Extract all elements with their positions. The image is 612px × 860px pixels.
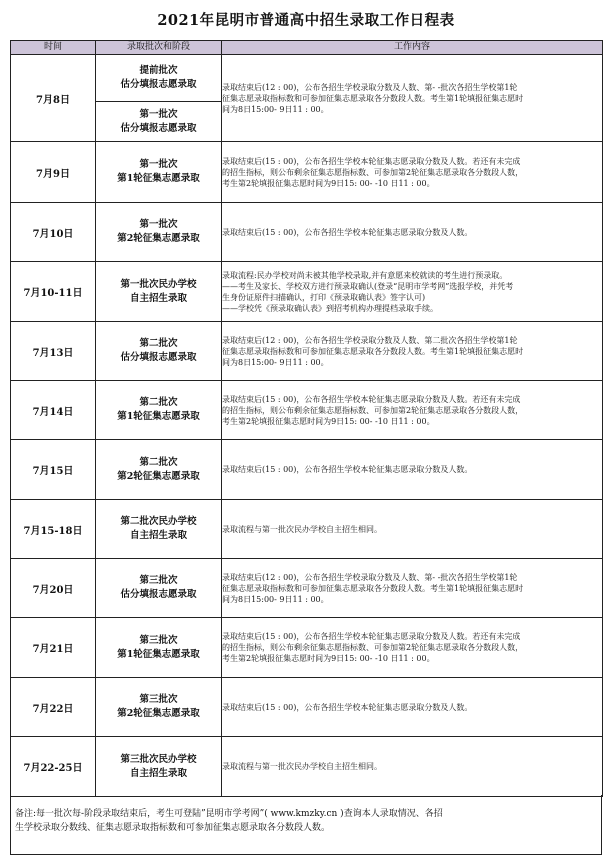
stage-line: 第2轮征集志愿录取 [117, 470, 200, 482]
table-row [11, 678, 603, 737]
content-line: 间为8日15:00- 9日11 : 00。 [222, 104, 329, 114]
stage-cell [96, 262, 222, 322]
date-cell: 7月14日 [11, 381, 96, 440]
content-cell [222, 381, 603, 440]
content-line: 考生第2轮填报征集志愿时间为9日15: 00- -10 日11 : 00。 [222, 416, 435, 426]
content-line: 的招生指标，则公布剩余征集志愿指标数、可参加第2轮征集志愿录取各分数段人数， [222, 643, 524, 652]
content-line: 录取结束后(15 : 00)，公布各招生学校本轮征集志愿录取分数及人数。若还有未完成 [222, 632, 521, 641]
stage-line: 自主招生录取 [129, 767, 187, 779]
content-cell [222, 737, 603, 797]
stage-line: 第一批次民办学校 [120, 278, 197, 290]
footnote-line: 生学校录取分数线、征集志愿录取指标数和可参加征集志愿录取各分数段人数。 [15, 823, 331, 833]
stage-line: 第2轮征集志愿录取 [117, 708, 200, 719]
content-cell [222, 55, 603, 142]
content-cell [222, 440, 603, 500]
date-cell: 7月21日 [11, 618, 96, 678]
footnote-line: 备注:每一批次每-阶段录取结束后，考生可登陆”昆明市学考网”( www.kmzky.cn )查询本人录取情况、各招 [15, 809, 443, 819]
stage-line: 第一批次 [139, 108, 178, 120]
date-cell: 7月10日 [11, 203, 96, 262]
footnote [10, 795, 602, 855]
table-header-row [11, 41, 603, 55]
content-line: 考生第2轮填报征集志愿时间为9日15: 00- -10 日11 : 00。 [222, 654, 435, 663]
stage-line: 自主招生录取 [129, 530, 187, 541]
stage-line: 第1轮征集志愿录取 [117, 173, 200, 184]
stage-line: 第三批次 [139, 575, 178, 586]
stage-line: 自主招生录取 [129, 292, 187, 304]
content-cell [222, 500, 603, 559]
table-row [11, 737, 603, 797]
document-title: 2021年昆明市普通高中招生录取工作日程表 [157, 12, 455, 29]
stage-cell [96, 678, 222, 737]
table-row [11, 142, 603, 203]
stage-line: 估分填报志愿录取 [120, 79, 197, 90]
stage-line: 第二批次 [139, 338, 178, 349]
stage-cell [96, 559, 222, 618]
stage-line: 第三批次 [139, 694, 178, 705]
date-cell: 7月8日 [11, 55, 96, 142]
stage-cell [96, 203, 222, 262]
stage-line: 第一批次 [139, 159, 178, 170]
content-line: 的招生指标，则公布剩余征集志愿指标数、可参加第2轮征集志愿录取各分数段人数， [222, 405, 524, 415]
content-cell [222, 322, 603, 381]
content-line: 录取流程与第一批次民办学校自主招生相同。 [222, 524, 382, 534]
content-line: 录取结束后(12 : 00)，公布各招生学校录取分数及人数、第- -批次各招生学校第1轮 [222, 572, 518, 582]
stage-cell [96, 55, 222, 102]
schedule-body [11, 55, 603, 797]
content-line: 录取结束后(15 : 00)，公布各招生学校本轮征集志愿录取分数及人数。 [222, 465, 473, 474]
content-line: 录取结束后(15 : 00)，公布各招生学校本轮征集志愿录取分数及人数。 [222, 227, 473, 237]
content-line: 考生第2轮填报征集志愿时间为9日15: 00- -10 日11 : 00。 [222, 178, 435, 188]
content-line: 间为8日15:00- 9日11 : 00。 [222, 357, 329, 367]
stage-line: 第一批次 [139, 219, 178, 230]
content-cell [222, 262, 603, 322]
content-line: 录取结束后(15 : 00)，公布各招生学校本轮征集志愿录取分数及人数。若还有未完成 [222, 394, 521, 404]
content-cell [222, 559, 603, 618]
header-stage: 录取批次和阶段 [96, 41, 222, 55]
stage-cell [96, 737, 222, 797]
stage-line: 提前批次 [139, 65, 178, 76]
stage-cell [96, 440, 222, 500]
content-cell [222, 203, 603, 262]
stage-line: 第二批次 [139, 456, 178, 468]
table-row [11, 262, 603, 322]
table-row [11, 203, 603, 262]
content-line: 录取结束后(12 : 00)，公布各招生学校录取分数及人数、第- -批次各招生学校第1轮 [222, 82, 518, 92]
stage-line: 第1轮征集志愿录取 [117, 648, 200, 660]
schedule-table [10, 40, 603, 797]
stage-line: 估分填报志愿录取 [120, 589, 197, 600]
stage-cell [96, 102, 222, 142]
date-cell: 7月13日 [11, 322, 96, 381]
date-cell: 7月9日 [11, 142, 96, 203]
table-row [11, 381, 603, 440]
content-line: 录取结束后(15 : 00)，公布各招生学校本轮征集志愿录取分数及人数。 [222, 702, 473, 712]
date-cell: 7月15-18日 [11, 500, 96, 559]
content-line: 间为8日15:00- 9日11 : 00。 [222, 594, 329, 604]
content-line: 征集志愿录取指标数和可参加征集志愿录取各分数段人数。考生第1轮填报征集志愿时 [222, 346, 524, 356]
content-line: 录取结束后(12 : 00)，公布各招生学校录取分数及人数、第二批次各招生学校第1轮 [222, 335, 518, 345]
content-line: 录取流程:民办学校对尚未被其他学校录取,并有意愿来校就读的考生进行预录取。 [222, 270, 508, 280]
table-row [11, 618, 603, 678]
table-row [11, 440, 603, 500]
date-cell: 7月20日 [11, 559, 96, 618]
content-line: 生身份证原件扫描确认，打印《预录取确认表》签字认可) [222, 292, 426, 302]
header-content: 工作内容 [222, 41, 603, 55]
stage-cell [96, 618, 222, 678]
content-cell [222, 618, 603, 678]
date-cell: 7月22-25日 [11, 737, 96, 797]
content-line: 征集志愿录取指标数和可参加征集志愿录取各分数段人数。考生第1轮填报征集志愿时 [222, 93, 524, 103]
stage-line: 第二批次 [139, 397, 178, 408]
header-date: 时间 [11, 41, 96, 55]
stage-cell [96, 381, 222, 440]
table-row [11, 559, 603, 618]
content-line: ——考生及家长、学校双方进行预录取确认(登录“昆明市学考网”选报学校，并凭考 [222, 281, 514, 291]
content-cell [222, 142, 603, 203]
stage-cell [96, 142, 222, 203]
content-line: 征集志愿录取指标数和可参加征集志愿录取各分数段人数。考生第1轮填报征集志愿时 [222, 583, 524, 593]
table-row [11, 322, 603, 381]
stage-line: 估分填报志愿录取 [120, 352, 197, 363]
table-row [11, 55, 603, 102]
content-cell [222, 678, 603, 737]
stage-cell [96, 322, 222, 381]
stage-line: 估分填报志愿录取 [120, 122, 197, 134]
stage-line: 第三批次民办学校 [120, 753, 197, 765]
content-line: 录取流程与第一批次民办学校自主招生相同。 [222, 762, 382, 771]
content-line: ——学校凭《预录取确认表》到招考机构办理提档录取手续。 [222, 303, 438, 313]
date-cell: 7月15日 [11, 440, 96, 500]
stage-line: 第三批次 [139, 634, 178, 646]
stage-line: 第二批次民办学校 [120, 516, 197, 527]
stage-cell [96, 500, 222, 559]
date-cell: 7月22日 [11, 678, 96, 737]
stage-line: 第2轮征集志愿录取 [117, 233, 200, 244]
content-line: 的招生指标，则公布剩余征集志愿指标数、可参加第2轮征集志愿录取各分数段人数， [222, 167, 524, 177]
stage-line: 第1轮征集志愿录取 [117, 411, 200, 422]
date-cell: 7月10-11日 [11, 262, 96, 322]
content-line: 录取结束后(15 : 00)，公布各招生学校本轮征集志愿录取分数及人数。若还有未完成 [222, 156, 521, 166]
table-row [11, 500, 603, 559]
